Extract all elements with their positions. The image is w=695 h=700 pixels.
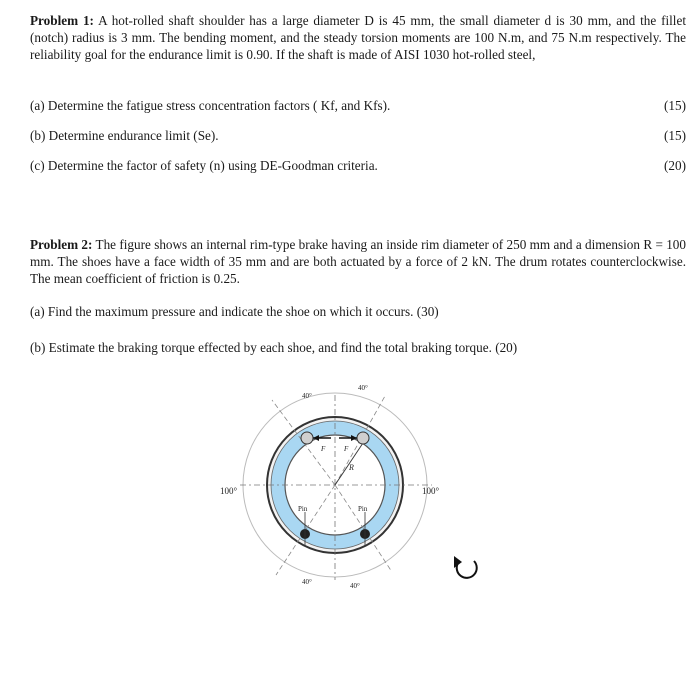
problem1-part-c xyxy=(30,158,686,174)
problem1-heading: Problem 1: xyxy=(30,13,94,28)
actuator-right xyxy=(357,432,369,444)
problem2-part-a-label: (a) Find the maximum pressure and indicate the shoe on which it occurs. (30) xyxy=(30,304,439,319)
problem2-heading: Problem 2: xyxy=(30,237,93,252)
force-label-left: F xyxy=(321,445,326,453)
counterclockwise-arrow-icon xyxy=(454,556,477,578)
angle-bottom-right-label: 40° xyxy=(350,582,360,590)
pin-left-label: Pin xyxy=(298,505,308,513)
angle-right-label: 100° xyxy=(422,486,440,496)
part-c-points: (20) xyxy=(664,158,686,173)
part-c-label: (c) Determine the factor of safety (n) using DE-Goodman criteria. xyxy=(30,158,378,173)
angle-top-right-label: 40° xyxy=(358,384,368,392)
problem1-statement xyxy=(30,12,686,63)
brake-diagram xyxy=(210,370,510,595)
force-label-right: F xyxy=(344,445,349,453)
pin-right-label: Pin xyxy=(358,505,368,513)
angle-top-left-label: 40° xyxy=(302,392,312,400)
problem2-part-a xyxy=(30,304,686,320)
problem2-part-b-label: (b) Estimate the braking torque effected by each shoe, and find the total braking torque. (20) xyxy=(30,340,518,355)
problem1-part-b xyxy=(30,128,686,144)
actuator-left xyxy=(301,432,313,444)
part-b-label: (b) Determine endurance limit (Se). xyxy=(30,128,219,143)
problem1-part-a xyxy=(30,98,686,114)
problem1-text: A hot-rolled shaft shoulder has a large diameter D is 45 mm, the small diameter d is 30 mm, and the fillet (notch) radius is 3 mm. The bending moment, and the steady torsion moments are 100 N.m, and 75 N.m respectively. The reliability goal for the endurance limit is 0.90. If the shaft is made of AISI 1030 hot-rolled steel, xyxy=(30,13,686,62)
angle-bottom-left-label: 40° xyxy=(302,578,312,586)
problem2-text: The figure shows an internal rim-type brake having an inside rim diameter of 250 mm and a dimension R = 100 mm. The shoes have a face width of 35 mm and are both actuated by a force of 2 kN. The drum rotates counterclockwise. The mean coefficient of friction is 0.25. xyxy=(30,237,686,286)
part-b-points: (15) xyxy=(664,128,686,143)
angle-left-label: 100° xyxy=(220,486,238,496)
radius-label: R xyxy=(349,463,354,472)
part-a-points: (15) xyxy=(664,98,686,113)
problem2-part-b xyxy=(30,340,686,356)
problem2-statement xyxy=(30,236,686,287)
part-a-label: (a) Determine the fatigue stress concentration factors ( Kf, and Kfs). xyxy=(30,98,391,113)
